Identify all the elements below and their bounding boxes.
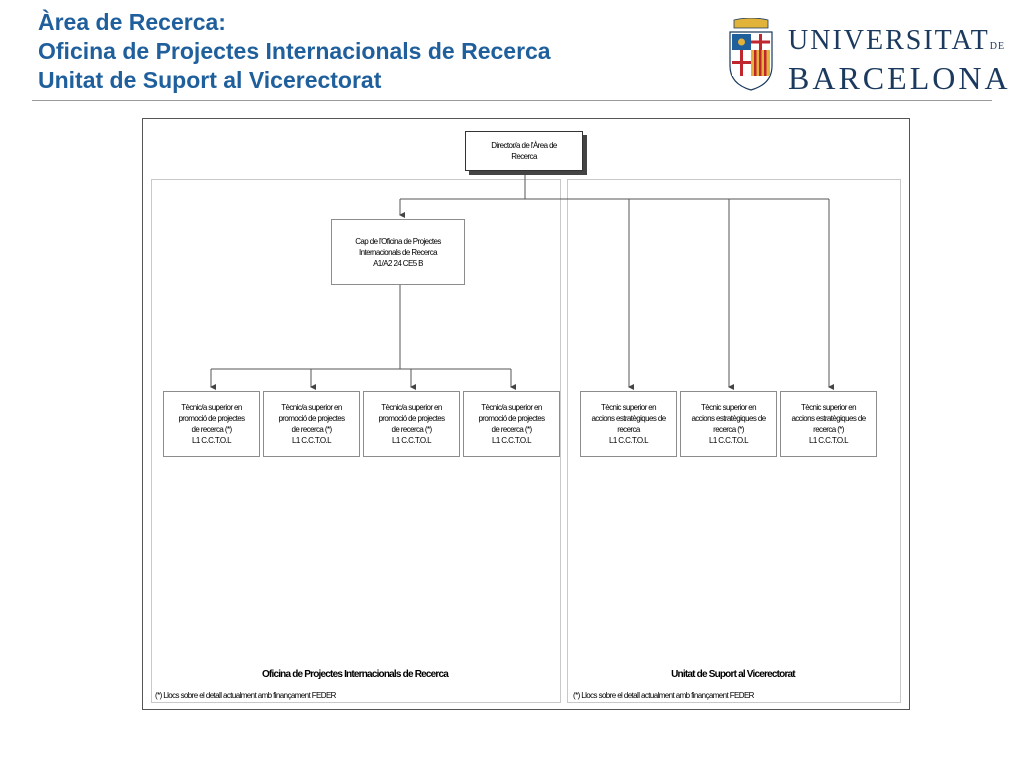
left-panel-label: Oficina de Projectes Internacionals de Recerca	[261, 669, 449, 680]
head-line-3: A1/A2 24 CE5 B	[373, 258, 423, 268]
title-divider	[32, 100, 992, 101]
left-footnote: (*) Llocs sobre el detall actualment amb finançament FEDER	[155, 691, 336, 700]
director-line-2: Recerca	[511, 152, 537, 161]
left-staff-box: Tècnic/a superior en promoció de projectes de recerca (*) L1 C.C.T.O.L	[263, 391, 360, 457]
logo-wordmark	[788, 26, 1011, 94]
right-staff-box: Tècnic superior en accions estratègiques de recerca L1 C.C.T.O.L	[580, 391, 677, 457]
director-box	[465, 131, 583, 171]
org-chart-frame	[142, 118, 910, 710]
logo-line-1-suffix: DE	[989, 41, 1006, 52]
right-panel-label: Unitat de Suport al Vicerectorat	[671, 669, 795, 680]
title-line-1: Àrea de Recerca:	[38, 9, 226, 35]
university-crest-icon	[726, 18, 776, 92]
logo-line-2: BARCELONA	[788, 60, 1011, 96]
head-office-box	[331, 219, 465, 285]
left-staff-box: Tècnic/a superior en promoció de projectes de recerca (*) L1 C.C.T.O.L	[163, 391, 260, 457]
page-title	[38, 8, 678, 95]
title-line-3: Unitat de Suport al Vicerectorat	[38, 67, 382, 93]
university-logo	[726, 18, 1011, 96]
head-line-1: Cap de l'Oficina de Projectes	[355, 236, 441, 246]
left-staff-box: Tècnic/a superior en promoció de projectes de recerca (*) L1 C.C.T.O.L	[363, 391, 460, 457]
right-staff-box: Tècnic superior en accions estratègiques de recerca (*) L1 C.C.T.O.L	[780, 391, 877, 457]
right-staff-box: Tècnic superior en accions estratègiques de recerca (*) L1 C.C.T.O.L	[680, 391, 777, 457]
left-staff-box: Tècnic/a superior en promoció de projectes de recerca (*) L1 C.C.T.O.L	[463, 391, 560, 457]
logo-line-1: UNIVERSITAT	[788, 25, 990, 56]
title-line-2: Oficina de Projectes Internacionals de Recerca	[38, 38, 551, 64]
right-footnote: (*) Llocs sobre el detall actualment amb finançament FEDER	[573, 691, 754, 700]
head-line-2: Internacionals de Recerca	[359, 247, 437, 257]
director-line-1: Director/a de l'Àrea de	[491, 141, 557, 150]
